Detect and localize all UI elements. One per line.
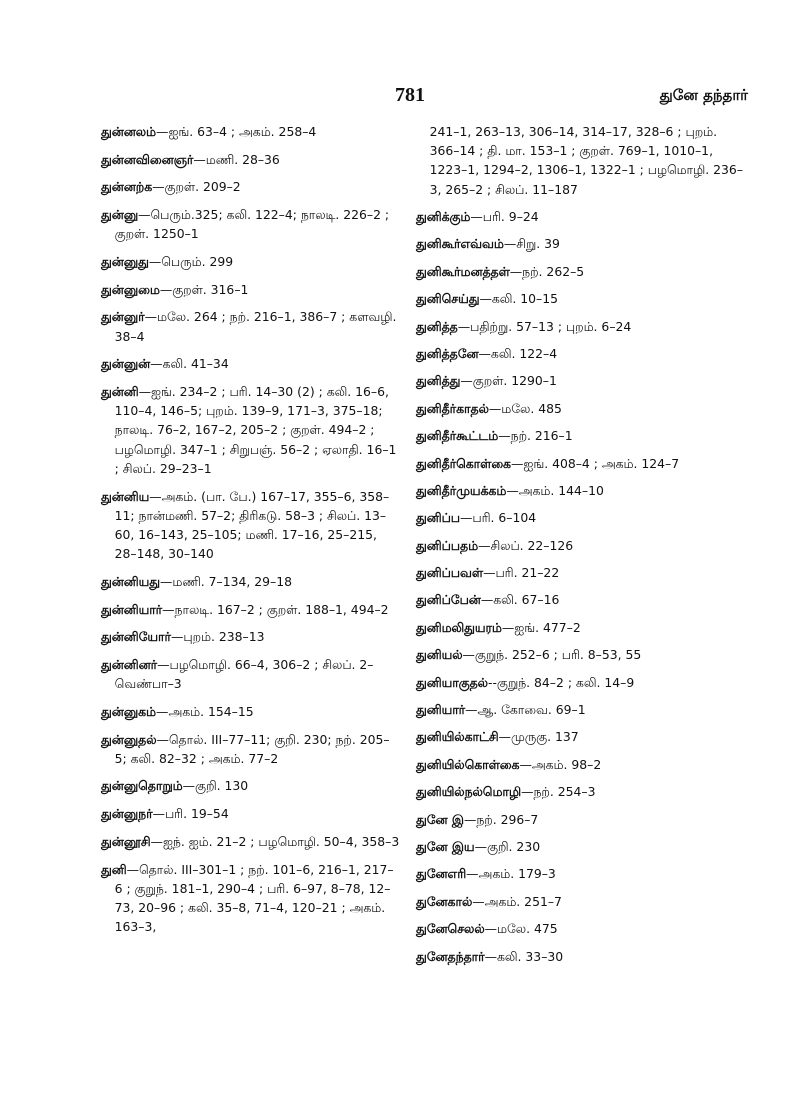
- entry-references: —ஐங். 234–2 ; பரி. 14–30 (2) ; கலி. 16–6, 110–4, 146–5; புறம். 139–9, 171–3, 375–18; நாலடி. 76–2, 167–2, 205–2 ; குறள். 494–2 ; பழமொழி. 347–1 ; சிறுபஞ். 56–2 ; ஏலாதி. 16–1 ; சிலப். 29–23–1: [114, 384, 397, 476]
- entry-references: —குறி. 230: [474, 838, 541, 854]
- entry-references: —குறுந். 252–6 ; பரி. 8–53, 55: [462, 647, 642, 663]
- entry-references: —பரி. 6–104: [460, 510, 537, 526]
- entry-references: —அகம். 98–2: [519, 756, 602, 772]
- entry-references: —குறள். 1290–1: [460, 373, 557, 389]
- index-entry: [101, 860, 401, 937]
- index-entry: [416, 481, 746, 500]
- entry-references: —அகம். 154–15: [156, 703, 254, 719]
- entry-headword: துனிதீர்கொள்கை: [416, 455, 511, 471]
- entry-references: —சிறு. 39: [503, 236, 560, 252]
- entry-headword: துனிசெய்து: [416, 291, 480, 307]
- index-entry: [416, 727, 746, 746]
- entry-references: —மலே. 264 ; நற். 216–1, 386–7 ; களவழி. 38–4: [114, 309, 397, 344]
- entry-headword: துன்னுநர்: [101, 806, 153, 822]
- index-entry: [416, 864, 746, 883]
- index-entry: [101, 572, 401, 591]
- entry-headword: துனிப்பேன்: [416, 592, 481, 608]
- entry-references: —கலி. 122–4: [478, 345, 558, 361]
- entry-references: —ஐந். ஐம். 21–2 ; பழமொழி. 50–4, 358–3: [150, 833, 400, 849]
- page-number: 781: [395, 84, 425, 106]
- entry-references: —அகம். 144–10: [506, 482, 604, 498]
- index-entry: [416, 454, 746, 473]
- entry-headword: துனித்த: [416, 318, 458, 334]
- entry-headword: துனிகூர்எவ்வம்: [416, 236, 504, 252]
- index-entry: [416, 234, 746, 253]
- entry-headword: துன்னுது: [101, 254, 149, 270]
- entry-headword: துனிக்கும்: [416, 209, 471, 224]
- entry-references: —நற். 216–1: [498, 428, 573, 444]
- entry-references: —நற். 254–3: [521, 784, 596, 800]
- entry-headword: துனியார்: [416, 702, 466, 718]
- index-entry: [101, 487, 401, 564]
- running-head: துனே தந்தார்: [659, 86, 748, 104]
- entry-references: —நாலடி. 167–2 ; குறள். 188–1, 494–2: [162, 601, 389, 617]
- index-entry: [101, 205, 401, 243]
- entry-headword: துனே இ: [416, 811, 464, 827]
- entry-references: —தொல். III–301–1 ; நற். 101–6, 216–1, 217–6 ; குறுந். 181–1, 290–4 ; பரி. 6–97, 8–78, 12–73, 20–96 ; கலி. 35–8, 71–4, 120–21 ; அகம். 163–3,: [114, 861, 394, 935]
- index-entry: [101, 776, 401, 795]
- entry-headword: துன்னுன்: [101, 356, 151, 372]
- entry-headword: துனிதீர்முயக்கம்: [416, 482, 507, 498]
- entry-references: —கலி. 10–15: [479, 291, 558, 307]
- entry-headword: துனிதீர்காதல்: [416, 400, 489, 416]
- entry-headword: துனிப்ப: [416, 510, 461, 526]
- index-entry: [416, 289, 746, 308]
- entry-references: —ஐங். 63–4 ; அகம். 258–4: [156, 124, 317, 139]
- index-entry: [416, 207, 746, 226]
- index-entry: [416, 399, 746, 418]
- entry-references: —கலி. 41–34: [150, 356, 229, 372]
- entry-references: —முருகு. 137: [498, 729, 579, 745]
- index-entry: [101, 307, 401, 345]
- entry-headword: துனேசெலல்: [416, 921, 485, 937]
- entry-references: —அகம். 179–3: [466, 866, 556, 882]
- entry-references: —பெரும். 299: [148, 254, 234, 270]
- entry-references: —பரி. 19–54: [152, 806, 229, 822]
- entry-references: —மலே. 475: [484, 921, 558, 937]
- entry-references: —மலே. 485: [488, 400, 562, 416]
- index-entry: [416, 673, 746, 692]
- entry-headword: துன்னியது: [101, 573, 160, 589]
- entry-headword: துன்னியார்: [101, 601, 163, 617]
- index-entry: [101, 600, 401, 619]
- index-entry: [416, 122, 746, 199]
- index-entry: [101, 177, 401, 196]
- entry-headword: துனேகால்: [416, 893, 473, 909]
- entry-references: —குறி. 130: [182, 778, 249, 794]
- entry-references: —கலி. 67–16: [480, 592, 560, 608]
- index-entry: [101, 382, 401, 478]
- index-entry: [101, 627, 401, 646]
- index-entry: [416, 892, 746, 911]
- entry-headword: துன்னலம்: [101, 124, 157, 139]
- entry-headword: துனியில்கொள்கை: [416, 756, 520, 772]
- entry-headword: துன்னுர்: [101, 309, 145, 325]
- index-entry: [416, 947, 746, 966]
- index-entry: [416, 426, 746, 445]
- entry-headword: துன்னவினைஞர்: [101, 151, 194, 167]
- entry-headword: துன்னுதல்: [101, 731, 157, 747]
- entry-references: —ஐங். 477–2: [501, 619, 581, 635]
- index-entry: [101, 702, 401, 721]
- entry-headword: துனி: [101, 861, 127, 877]
- entry-references: —ஆ. கோவை. 69–1: [465, 702, 586, 718]
- index-entry: [416, 700, 746, 719]
- entry-headword: துனேதந்தார்: [416, 948, 485, 964]
- entry-references: —குறள். 209–2: [152, 179, 241, 195]
- index-entry: [101, 150, 401, 169]
- entry-headword: துன்னுதொறும்: [101, 778, 183, 794]
- entry-references: —தொல். III–77–11; குறி. 230; நற். 205–5; கலி. 82–32 ; அகம். 77–2: [114, 731, 390, 766]
- index-entry: [101, 252, 401, 271]
- entry-headword: துனியில்காட்சி: [416, 729, 499, 745]
- index-entry: [416, 755, 746, 774]
- entry-references: —நற். 296–7: [463, 811, 539, 827]
- entry-references: —அகம். 251–7: [472, 893, 562, 909]
- index-entry: [416, 919, 746, 938]
- entry-headword: துன்னி: [101, 384, 139, 400]
- entry-references: —மணி. 28–36: [193, 151, 280, 167]
- entry-references: —பெரும்.325; கலி. 122–4; நாலடி. 226–2 ; குறள். 1250–1: [114, 207, 390, 242]
- index-entry: [416, 508, 746, 527]
- entry-references: —மணி. 7–134, 29–18: [159, 573, 292, 589]
- index-entry: [416, 810, 746, 829]
- entry-references: —பதிற்று. 57–13 ; புறம். 6–24: [457, 318, 632, 334]
- entry-headword: துன்னுமை: [101, 281, 160, 297]
- index-entry: [416, 371, 746, 390]
- entry-headword: துனிமலிதுயரம்: [416, 619, 502, 635]
- index-entry: [416, 563, 746, 582]
- entry-headword: துனித்தனே: [416, 345, 479, 361]
- entry-headword: துனிகூர்மனத்தள்: [416, 263, 510, 279]
- entry-references: —பரி. 9–24: [470, 209, 539, 224]
- entry-references: —பழமொழி. 66–4, 306–2 ; சிலப். 2–வெண்பா–3: [114, 656, 374, 692]
- entry-references: —அகம். (பா. பே.) 167–17, 355–6, 358–11; நான்மணி. 57–2; திரிகடு. 58–3 ; சிலப். 13–60, 16–143, 25–105; மணி. 17–16, 25–215, 28–148, 30–140: [114, 488, 390, 562]
- left-column: [101, 122, 401, 945]
- entry-headword: துனிப்பதம்: [416, 537, 479, 553]
- entry-headword: துனியல்: [416, 647, 463, 663]
- entry-references: —நற். 262–5: [509, 263, 585, 279]
- entry-headword: துன்னினர்: [101, 656, 158, 672]
- index-entry: [101, 804, 401, 823]
- entry-headword: துன்னிய: [101, 488, 150, 504]
- index-entry: [416, 262, 746, 281]
- entry-headword: துன்னு: [101, 207, 139, 223]
- index-entry: [101, 832, 401, 851]
- index-entry: [416, 837, 746, 856]
- entry-headword: துனிதீர்கூட்டம்: [416, 428, 499, 444]
- entry-references: —பரி. 21–22: [483, 565, 560, 581]
- page-header: [0, 84, 800, 112]
- entry-headword: துனியாகுதல்: [416, 674, 488, 690]
- entry-headword: துன்னியோர்: [101, 629, 171, 645]
- index-entry: [101, 655, 401, 693]
- entry-headword: துனேஎரி: [416, 866, 467, 882]
- entry-headword: துன்னூசி: [101, 833, 151, 849]
- index-entry: [101, 354, 401, 373]
- index-entry: [416, 782, 746, 801]
- entry-headword: துனித்து: [416, 373, 461, 389]
- entry-references: --குறுந். 84–2 ; கலி. 14–9: [487, 674, 635, 690]
- index-entry: [416, 645, 746, 664]
- entry-references: —ஐங். 408–4 ; அகம். 124–7: [511, 455, 680, 471]
- entry-references: —கலி. 33–30: [484, 948, 564, 964]
- index-entry: [416, 344, 746, 363]
- entry-headword: துனிப்பவள்: [416, 565, 484, 581]
- entry-references: —குறள். 316–1: [159, 281, 249, 297]
- index-entry: [101, 730, 401, 768]
- index-entry: [101, 122, 401, 141]
- entry-references: —சிலப். 22–126: [478, 537, 574, 553]
- entry-references: —புறம். 238–13: [170, 629, 265, 645]
- right-column: [416, 122, 746, 974]
- index-entry: [101, 280, 401, 299]
- index-entry: [416, 536, 746, 555]
- index-entry: [416, 618, 746, 637]
- index-entry: [416, 590, 746, 609]
- entry-references: 241–1, 263–13, 306–14, 314–17, 328–6 ; புறம். 366–14 ; தி. மா. 153–1 ; குறள். 769–1, 1010–1, 1223–1, 1294–2, 1306–1, 1322–1 ; பழமொழி. 236–3, 265–2 ; சிலப். 11–187: [429, 124, 743, 197]
- entry-headword: துனியில்நல்மொழி: [416, 784, 522, 800]
- index-entry: [416, 317, 746, 336]
- entry-headword: துன்னற்க: [101, 179, 153, 195]
- entry-headword: துன்னுகம்: [101, 703, 157, 719]
- entry-headword: துனே இய: [416, 838, 475, 854]
